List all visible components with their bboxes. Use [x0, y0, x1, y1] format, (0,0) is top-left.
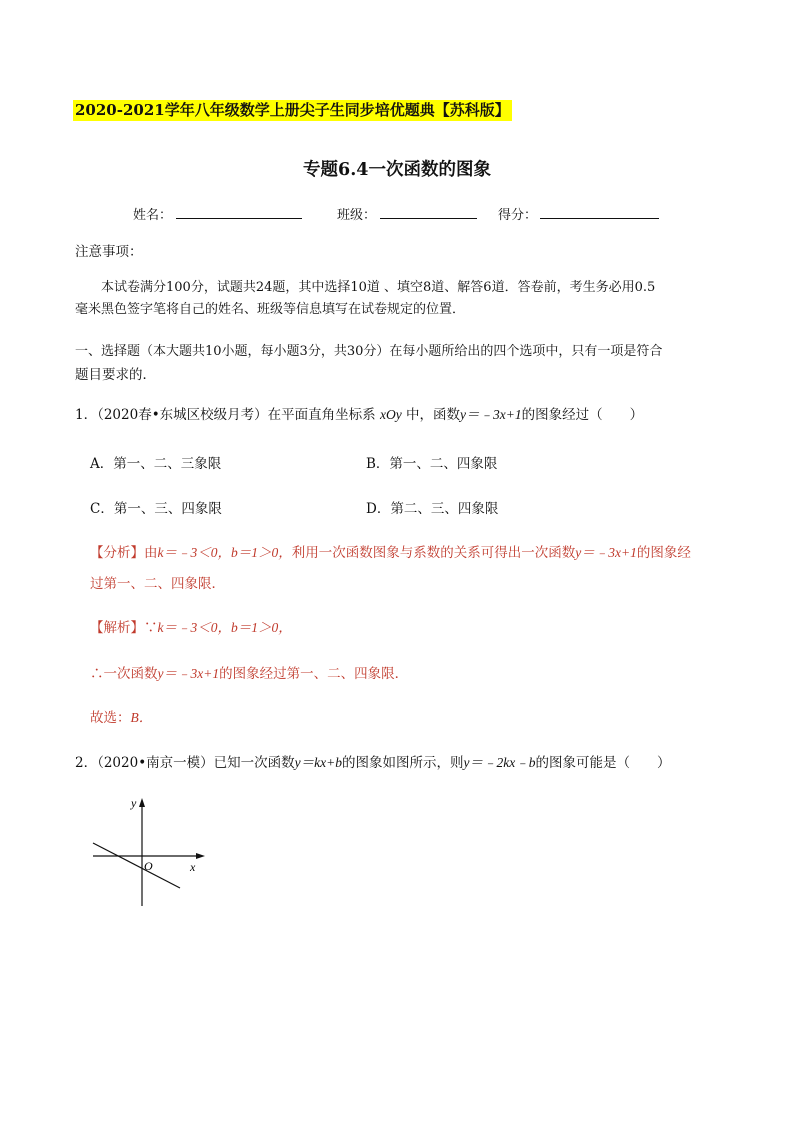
- document-title: 专题6.4一次函数的图象: [303, 160, 491, 180]
- because-symbol: ∵: [144, 620, 158, 636]
- analysis-text: 的图象经: [636, 545, 691, 561]
- solution-tag: 【解析】: [90, 620, 144, 636]
- function-expression: y＝kx+b: [294, 755, 343, 770]
- answer-choice: B．: [130, 710, 153, 725]
- question-number: 2．: [75, 755, 98, 771]
- x-axis-label: x: [190, 860, 196, 874]
- analysis-b: b＝1＞0，: [231, 545, 292, 560]
- section-heading-line-1: 一、选择题（本大题共10小题，每小题3分，共30分）在每小题所给出的四个选项中，只有一项是符合: [75, 344, 663, 359]
- question-text: 的图象如图所示，则: [342, 755, 464, 771]
- answer-line: [90, 708, 152, 728]
- solution-line-1: [90, 618, 292, 638]
- question-source: （2020•南京一模）已知一次函数: [97, 755, 295, 771]
- function-graph: [85, 793, 215, 913]
- solution-k: k＝﹣3＜0，: [157, 620, 231, 635]
- notice-line-1: 本试卷满分100分，试题共24题，其中选择10道 、填空8道、解答6道．答卷前，考生务必用0.5: [101, 280, 656, 295]
- class-label: 班级：: [337, 208, 377, 223]
- name-label: 姓名：: [133, 208, 173, 223]
- question-1-stem: [75, 405, 643, 425]
- question-tail: 的图象经过（ ）: [521, 407, 644, 423]
- question-source: （2020春•东城区校级月考）在平面直角坐标系: [97, 407, 376, 423]
- solution-line-2: [90, 664, 408, 684]
- option-c[interactable]: C．第一、三、四象限: [90, 501, 222, 517]
- option-b[interactable]: B．第一、二、四象限: [366, 456, 498, 472]
- therefore-text: ∴一次函数: [90, 666, 158, 682]
- analysis-text: 利用一次函数图象与系数的关系可得出一次函数: [291, 545, 576, 561]
- header-banner: 2020-2021学年八年级数学上册尖子生同步培优题典【苏科版】: [75, 101, 510, 119]
- solution-function: y＝﹣3x+1: [157, 666, 220, 681]
- analysis-line-1: [90, 543, 691, 563]
- function-expression: y＝﹣3x+1: [460, 407, 522, 422]
- analysis-k: k＝﹣3＜0，: [157, 545, 231, 560]
- x-axis-arrow: [196, 853, 205, 859]
- solution-b: b＝1＞0，: [231, 620, 292, 635]
- y-axis-arrow: [139, 798, 145, 807]
- option-d[interactable]: D．第二、三、四象限: [366, 501, 499, 517]
- analysis-text: 由: [144, 545, 158, 561]
- section-heading-line-2: 题目要求的．: [75, 367, 156, 383]
- question-2-stem: [75, 753, 671, 773]
- solution-conclusion: 的图象经过第一、二、四象限．: [219, 666, 409, 682]
- analysis-function: y＝﹣3x+1: [575, 545, 637, 560]
- origin-label: O: [144, 859, 153, 873]
- question-number: 1．: [75, 407, 98, 423]
- name-field[interactable]: [176, 218, 302, 219]
- notice-line-2: 毫米黑色签字笔将自己的姓名、班级等信息填写在试卷规定的位置．: [75, 302, 466, 317]
- coordinate-system: xOy: [379, 407, 402, 422]
- function-expression-2: y＝﹣2kx﹣b: [463, 755, 536, 770]
- score-label: 得分：: [498, 208, 538, 223]
- analysis-tag: 【分析】: [90, 545, 144, 561]
- class-field[interactable]: [380, 218, 477, 219]
- function-line: [93, 843, 180, 888]
- option-a[interactable]: A．第一、二、三象限: [90, 456, 222, 472]
- y-axis-label: y: [131, 796, 137, 810]
- answer-label: 故选：: [90, 710, 131, 726]
- score-field[interactable]: [540, 218, 659, 219]
- question-text: 中，函数: [406, 407, 460, 423]
- analysis-line-2: 过第一、二、四象限．: [90, 576, 225, 592]
- notice-heading: 注意事项：: [75, 244, 143, 260]
- question-tail: 的图象可能是（ ）: [535, 755, 671, 771]
